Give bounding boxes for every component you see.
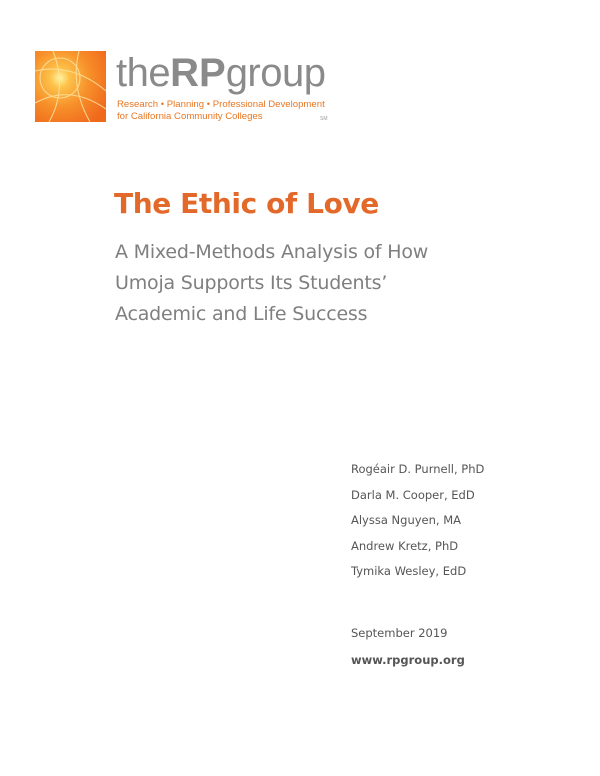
- author-name: Tymika Wesley, EdD: [351, 564, 467, 578]
- service-mark: SM: [320, 116, 328, 122]
- author-list: [351, 460, 484, 588]
- document-title: The Ethic of Love: [114, 187, 379, 220]
- subtitle-line-3: Academic and Life Success: [115, 303, 368, 325]
- tagline-line-2: for California Community Colleges: [117, 110, 263, 122]
- wordmark-prefix: the: [116, 51, 171, 95]
- wordmark-bold: RP: [170, 51, 226, 95]
- rp-group-logo-icon: [35, 51, 106, 122]
- tagline-line-1: Research • Planning • Professional Development: [117, 99, 325, 110]
- publication-date: September 2019: [351, 626, 448, 640]
- wordmark-suffix: group: [225, 51, 326, 95]
- author-name: Rogéair D. Purnell, PhD: [351, 462, 485, 476]
- logo-tagline: [117, 99, 325, 122]
- rp-group-wordmark: [116, 51, 326, 95]
- subtitle-line-1: A Mixed-Methods Analysis of How: [115, 241, 429, 263]
- website-link[interactable]: www.rpgroup.org: [351, 653, 465, 667]
- subtitle-line-2: Umoja Supports Its Students’: [115, 272, 388, 294]
- author-name: Darla M. Cooper, EdD: [351, 487, 475, 502]
- author-name: Alyssa Nguyen, MA: [351, 513, 462, 527]
- author-name: Andrew Kretz, PhD: [351, 538, 459, 553]
- document-subtitle: [115, 237, 535, 330]
